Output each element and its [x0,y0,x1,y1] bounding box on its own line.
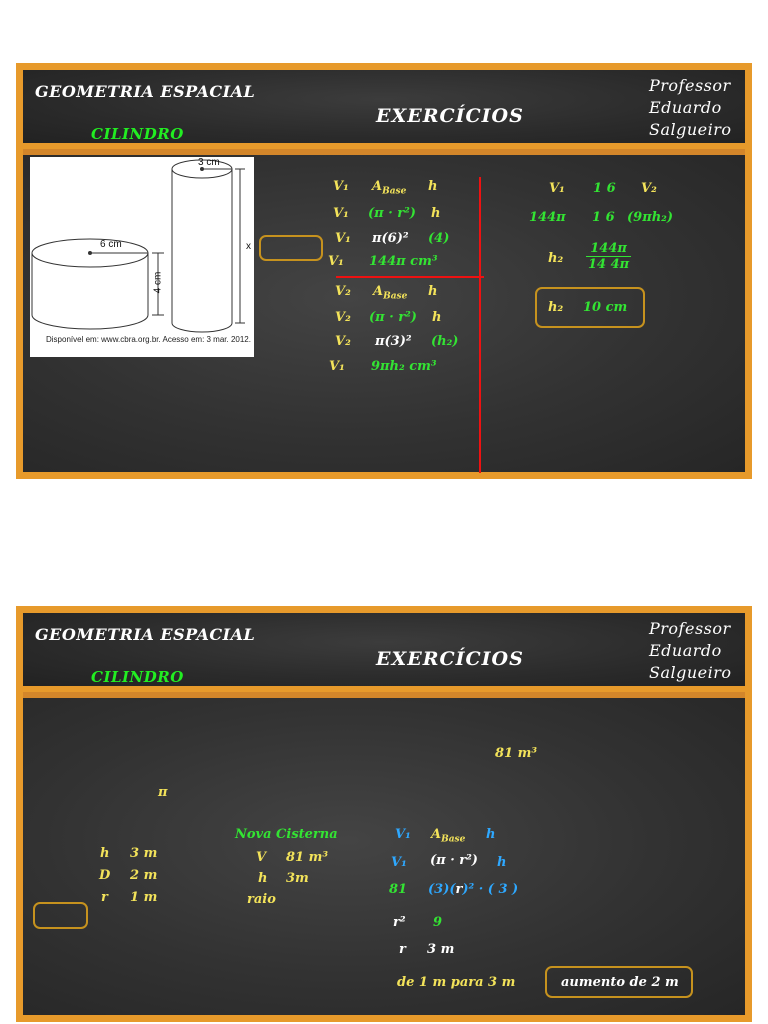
right-row3-h2: h₂ [548,251,564,266]
v2-row1-h: h [428,284,438,299]
v2-row4-label: V₁ [329,359,345,374]
pi-symbol: π [158,785,168,800]
label-radius-large: 6 cm [100,239,122,250]
nova-v-label: V [256,850,267,865]
r-value: 1 m [130,890,158,905]
v1-row4-result: 144π cm³ [369,254,438,269]
calc-row4-value: 9 [433,915,443,930]
cylinders-drawing [30,157,254,357]
v1-row2-label: V₁ [333,206,349,221]
label-radius-small: 3 cm [198,157,220,168]
v2-row2-area: (π · r²) [369,310,417,325]
v1-row4-label: V₁ [328,254,344,269]
area-subscript: Base [382,186,407,197]
nova-v-value: 81 m³ [286,850,329,865]
topic-title: GEOMETRIA ESPACIAL [35,82,256,101]
fraction-numerator: 144π [586,241,631,257]
calc-row3-expr [428,882,518,897]
v2-row2-h: h [432,310,442,325]
author-line-3: Salgueiro [649,663,732,682]
area-subscript: Base [383,291,408,302]
calc-row1-h: h [486,827,496,842]
area-symbol: A [372,179,383,194]
result-value: 10 cm [583,300,628,315]
topic-title: GEOMETRIA ESPACIAL [35,625,256,644]
page-title: EXERCÍCIOS [376,105,524,127]
calc-row3-value: 81 [389,882,408,897]
h-value: 3 m [130,846,158,861]
calc-row4-label: r² [393,915,406,930]
red-divider-vertical [479,177,481,473]
v2-row3-area: π(3)² [375,334,412,349]
slide-2 [16,606,752,1022]
v1-row1-label: V₁ [333,179,349,194]
volume-top: 81 m³ [495,746,538,761]
r-label: r [101,890,108,905]
highlight-box-left [33,902,88,929]
slide-1 [16,63,752,479]
red-divider-horizontal [336,276,484,278]
fraction-denominator: 14 4π [588,257,630,272]
label-height: 4 cm [152,271,164,294]
right-row1-v2: V₂ [641,181,657,196]
cylinders-figure [30,157,254,357]
v2-row1-area [373,284,407,302]
nova-h-value: 3m [286,871,309,886]
calc-row1-label: V₁ [395,827,411,842]
slide-header [23,70,745,149]
page-title: EXERCÍCIOS [376,648,524,670]
area-subscript: Base [441,834,466,845]
d-value: 2 m [130,868,158,883]
v2-row3-h: (h₂) [431,334,459,349]
v1-row1-h: h [428,179,438,194]
nova-h-label: h [258,871,268,886]
author-line-1: Professor [649,76,731,95]
calc-row3-part1: (3)( [428,882,456,897]
v2-row1-label: V₂ [335,284,351,299]
nova-raio-label: raio [247,892,276,907]
right-row3-fraction [586,241,631,272]
calc-row5-label: r [399,942,406,957]
calc-row6-text: de 1 m para 3 m [397,975,516,990]
calc-row2-label: V₁ [391,855,407,870]
v1-row2-h: h [431,206,441,221]
v1-row3-label: V₁ [335,231,351,246]
author-line-2: Eduardo [649,641,722,660]
fraction [586,241,631,272]
subtopic-title: CILINDRO [91,125,184,143]
subtopic-title: CILINDRO [91,668,184,686]
label-x: x [246,241,251,252]
result-h2: h₂ [548,300,564,315]
v1-row1-area [372,179,406,197]
figure-caption: Disponível em: www.cbra.org.br. Acesso em: 3 mar. 2012. [46,335,251,344]
area-symbol: A [373,284,384,299]
slide-body [23,698,745,1015]
calc-row3-r: r [455,882,463,897]
author-line-2: Eduardo [649,98,722,117]
v1-row3-h: (4) [428,231,450,246]
highlight-box-left [259,235,323,261]
author-line-1: Professor [649,619,731,638]
right-row1-factor: 1 6 [593,181,616,196]
calc-row2-area: (π · r²) [430,853,478,868]
area-symbol: A [431,827,442,842]
h-label: h [100,846,110,861]
nova-cisterna-title: Nova Cisterna [235,827,338,842]
v1-row3-area: π(6)² [372,231,409,246]
right-row2-expr: (9πh₂) [627,210,674,225]
d-label: D [99,868,111,883]
calc-row3-part2: )² · ( 3 ) [462,882,519,897]
v2-row4-result: 9πh₂ cm³ [371,359,437,374]
calc-row2-h: h [497,855,507,870]
v2-row3-label: V₂ [335,334,351,349]
slide-header [23,613,745,692]
author-line-3: Salgueiro [649,120,732,139]
result-text: aumento de 2 m [561,975,679,990]
calc-row1-area [431,827,465,845]
right-row2-factor: 1 6 [592,210,615,225]
v2-row2-label: V₂ [335,310,351,325]
calc-row5-value: 3 m [427,942,455,957]
v1-row2-area: (π · r²) [368,206,416,221]
slide-body [23,155,745,472]
right-row2-value: 144π [529,210,566,225]
right-row1-v1: V₁ [549,181,565,196]
